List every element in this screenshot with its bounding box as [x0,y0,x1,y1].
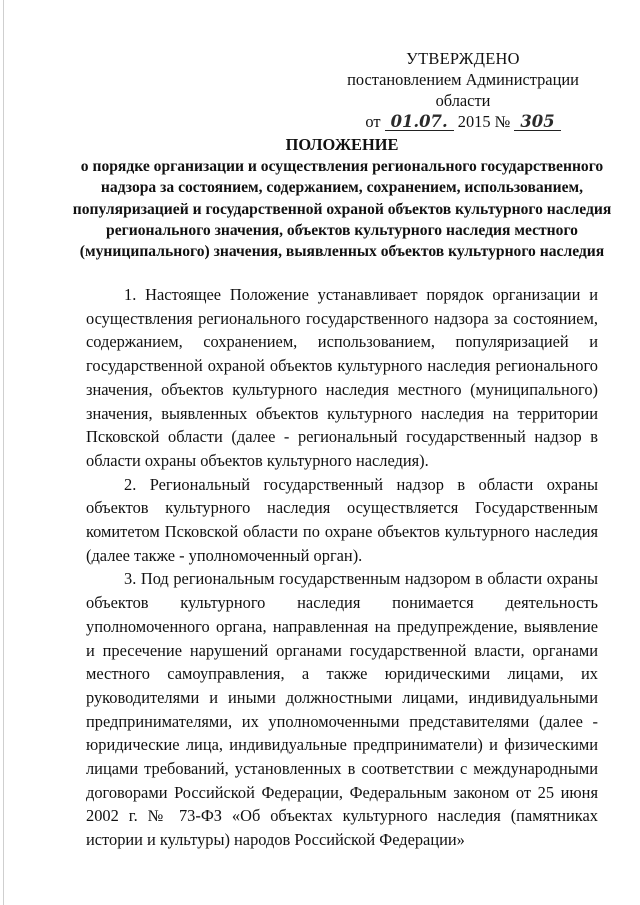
document-body [86,283,598,852]
document-heading [58,134,626,262]
scan-edge-line [3,0,4,905]
date-prefix: от [365,112,381,131]
handwritten-number: 305 [514,114,560,131]
paragraph-1: 1. Настоящее Положение устанавливает порядок организации и осуществления регионального государственного надзора за состоянием, содержанием, сохранением, использованием, популяризацией и государственной охраной объектов культурного наследия регионального значения, объектов культурного наследия местного (муниципального) значения, выявленных объектов культурного наследия на территории Псковской области (далее - региональный государственный надзор в области охраны объектов культурного наследия). [86,285,598,470]
paragraph-2: 2. Региональный государственный надзор в области охраны объектов культурного наследия осуществляется Государственным комитетом Псковской области по охране объектов культурного наследия (далее также - уполномоченный орган). [86,474,598,565]
approval-line: постановлением Администрации области [347,70,579,110]
approval-title: УТВЕРЖДЕНО [406,49,520,68]
document-title: ПОЛОЖЕНИЕ [285,135,399,154]
paragraph-3: 3. Под региональным государственным надзором в области охраны объектов культурного наследия понимается деятельность уполномоченного органа, направленная на предупреждение, выявление и пресечение нарушений органами государственной власти, органами местного самоуправления, а также юридическими лицами, их руководителями и иными должностными лицами, индивидуальными предпринимателями, их уполномоченными представителями (далее - юридические лица, индивидуальные предприниматели) и физическими лицами требований, установленных в соответствии с международными договорами Российской Федерации, Федеральным законом от 25 июня 2002 г. № 73-ФЗ «Об объектах культурного наследия (памятниках истории и культуры) народов Российской Федерации» [86,569,598,850]
year-text: 2015 № [457,112,511,131]
approval-date-line [318,111,608,132]
approval-block [318,48,608,132]
handwritten-date: 01.07. [385,114,454,131]
document-subtitle: о порядке организации и осуществления регионального государственного надзора за состоянием, содержанием, сохранением, использованием, популяризацией и государственной охраной объектов культурного наследия регионального значения, объектов культурного наследия местного (муниципального) значения, выявленных объектов культурного наследия [72,158,612,261]
